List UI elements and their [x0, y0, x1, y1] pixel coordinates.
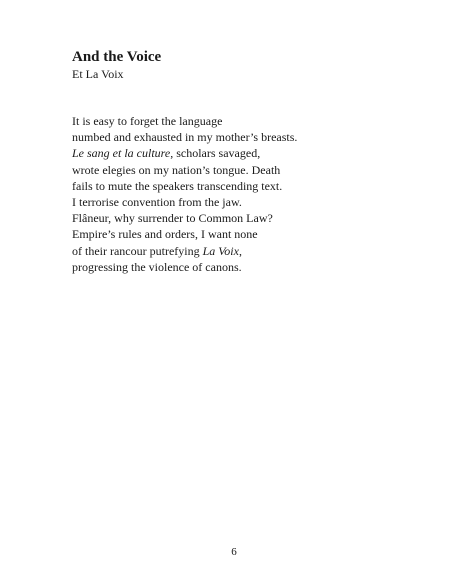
poem-line-text: Empire’s rules and orders, I want none	[72, 227, 258, 242]
poem-line-text: Flâneur, why surrender to Common Law?	[72, 211, 273, 226]
poem-line	[72, 194, 297, 210]
poem-line	[72, 259, 297, 275]
poem-line	[72, 162, 297, 178]
poem-line-italic-text: La Voix	[202, 243, 239, 258]
page-number: 6	[231, 546, 237, 558]
poem-line-text: wrote elegies on my nation’s tongue. Death	[72, 162, 281, 177]
poem-line	[72, 113, 297, 129]
poem-line	[72, 145, 297, 161]
poem-line-text: of their rancour putrefying	[72, 243, 203, 258]
poem-line-text: I terrorise convention from the jaw.	[72, 195, 242, 210]
poem-line-text: fails to mute the speakers transcending text.	[72, 178, 283, 193]
poem-line	[72, 129, 297, 145]
poem-line-text: , scholars savaged,	[170, 146, 261, 161]
poem-title: And the Voice	[72, 49, 162, 65]
poem-line	[72, 243, 297, 259]
poem-line	[72, 178, 297, 194]
poem-line-text: It is easy to forget the language	[72, 114, 223, 128]
poem-line	[72, 226, 297, 242]
poem-line	[72, 210, 297, 226]
poem-subtitle: Et La Voix	[72, 67, 124, 81]
poem-body	[72, 113, 297, 275]
poem-line-italic-text: Le sang et la culture	[72, 146, 171, 161]
poem-line-text: numbed and exhausted in my mother’s breasts.	[72, 130, 298, 145]
poem-line-text: ,	[238, 243, 242, 258]
poem-line-text: progressing the violence of canons.	[72, 259, 242, 274]
